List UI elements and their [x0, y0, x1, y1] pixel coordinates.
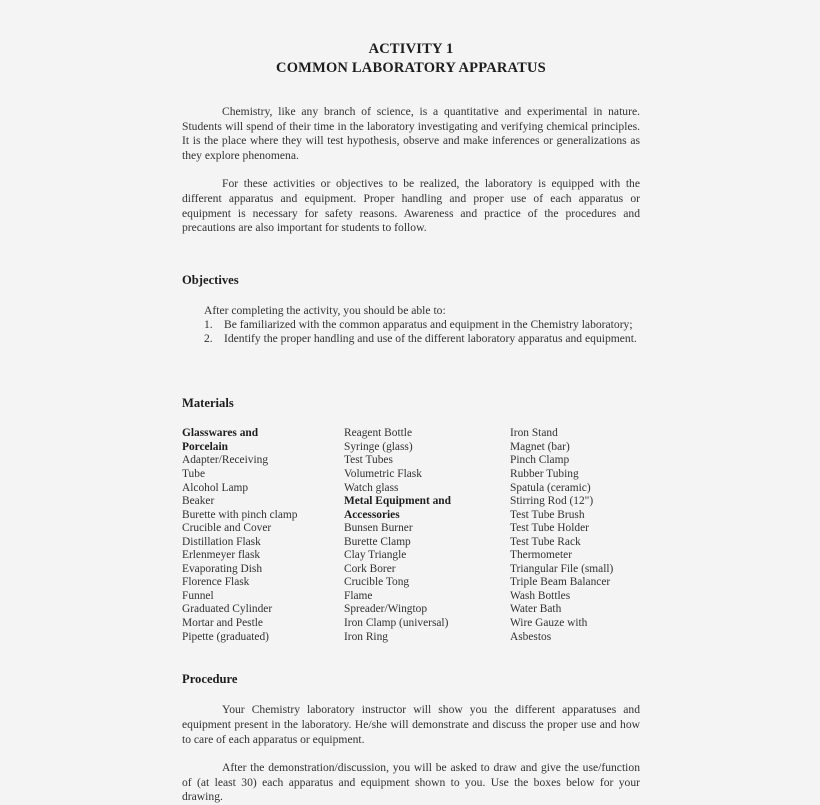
materials-item: Spatula (ceramic) [510, 481, 591, 494]
materials-item: Triple Beam Balancer [510, 576, 611, 589]
materials-item: Test Tube Brush [510, 508, 585, 521]
materials-item: Asbestos [510, 630, 552, 643]
materials-item: Volumetric Flask [344, 468, 422, 480]
materials-item: Rubber Tubing [510, 468, 579, 480]
materials-item: Syringe (glass) [344, 440, 413, 453]
materials-item: Triangular File (small) [510, 562, 614, 575]
materials-item: Crucible Tong [344, 576, 410, 589]
materials-item: Cork Borer [344, 562, 396, 575]
materials-item: Reagent Bottle [344, 427, 413, 440]
materials-item: Test Tube Holder [510, 522, 589, 535]
objectives-body [204, 304, 640, 347]
materials-item: Alcohol Lamp [182, 481, 249, 494]
materials-item: Iron Ring [344, 630, 388, 643]
materials-item: Thermometer [510, 549, 572, 562]
materials-item: Metal Equipment and [344, 495, 451, 508]
materials-item: Pipette (graduated) [182, 630, 269, 643]
objectives-item-number: 2. [204, 332, 213, 346]
materials-item: Mortar and Pestle [182, 617, 263, 630]
materials-item: Water Bath [510, 603, 562, 616]
objectives-heading: Objectives [182, 272, 239, 287]
materials-item: Graduated Cylinder [182, 603, 273, 616]
materials-item: Accessories [344, 508, 400, 521]
materials-item: Pinch Clamp [510, 454, 570, 467]
activity-title-line-1: ACTIVITY 1 [368, 41, 454, 57]
materials-item: Spreader/Wingtop [344, 603, 428, 616]
materials-item: Crucible and Cover [182, 522, 272, 535]
materials-item: Burette Clamp [344, 535, 411, 548]
materials-item: Glasswares and [182, 427, 259, 440]
materials-item: Florence Flask [182, 576, 250, 589]
procedure-paragraph-2: After the demonstration/discussion, you will be asked to draw and give the use/function of (at least 30) each apparatus and equipment shown to you. Use the boxes below for your drawing. [182, 761, 640, 804]
materials-heading: Materials [182, 396, 234, 411]
materials-item: Clay Triangle [344, 549, 407, 562]
materials-item: Erlenmeyer flask [182, 549, 261, 562]
materials-item: Burette with pinch clamp [182, 508, 298, 521]
materials-item: Funnel [182, 589, 214, 602]
materials-item: Evaporating Dish [182, 562, 263, 575]
document-title-block [182, 0, 640, 78]
objectives-list-item [204, 318, 640, 332]
materials-item: Adapter/Receiving [182, 454, 269, 467]
document-content-column [182, 0, 640, 805]
objectives-list [204, 318, 640, 346]
intro-paragraph-2: For these activities or objectives to be realized, the laboratory is equipped with the different apparatus and equipment. Proper handling and proper use of each apparatus or equipment is necessary for safety reasons. Awareness and practice of the procedures and precautions are also important for students to follow. [182, 177, 640, 235]
materials-item: Test Tubes [344, 454, 393, 467]
objectives-list-item [204, 332, 640, 346]
materials-column-3 [510, 427, 650, 644]
materials-item: Tube [182, 468, 206, 480]
materials-item: Wash Bottles [510, 589, 571, 602]
intro-paragraph-1: Chemistry, like any branch of science, is a quantitative and experimental in nature. Students will spend of their time in the laboratory investigating and verifying chemical principles. It is the place where they will test hypothesis, observe and make inferences or generalizations as they explore phenomena. [182, 105, 640, 162]
materials-item: Distillation Flask [182, 535, 261, 548]
activity-title-line-2: COMMON LABORATORY APPARATUS [276, 60, 546, 76]
procedure-heading: Procedure [182, 672, 238, 687]
materials-item: Flame [344, 589, 373, 602]
procedure-paragraph-1: Your Chemistry laboratory instructor will show you the different apparatuses and equipment present in the laboratory. He/she will demonstrate and discuss the proper use and how to care of each apparatus or equipment. [182, 703, 640, 746]
materials-item: Wire Gauze with [510, 617, 588, 630]
materials-item: Porcelain [182, 440, 228, 453]
materials-column-2 [344, 427, 506, 644]
materials-item: Magnet (bar) [510, 440, 570, 453]
materials-item: Stirring Rod (12") [510, 495, 594, 508]
materials-column-1 [182, 427, 342, 644]
materials-item: Iron Stand [510, 427, 558, 440]
objectives-item-number: 1. [204, 317, 213, 331]
materials-item: Watch glass [344, 481, 399, 494]
objectives-item-text: Identify the proper handling and use of the different laboratory apparatus and equipment. [224, 332, 637, 346]
objectives-lead-text: After completing the activity, you should be able to: [204, 303, 446, 317]
objectives-item-text: Be familiarized with the common apparatus and equipment in the Chemistry laboratory; [224, 317, 633, 331]
materials-item: Test Tube Rack [510, 535, 581, 548]
materials-item: Beaker [182, 495, 215, 508]
materials-columns [182, 427, 640, 643]
materials-item: Iron Clamp (universal) [344, 617, 449, 630]
materials-item: Bunsen Burner [344, 522, 413, 535]
